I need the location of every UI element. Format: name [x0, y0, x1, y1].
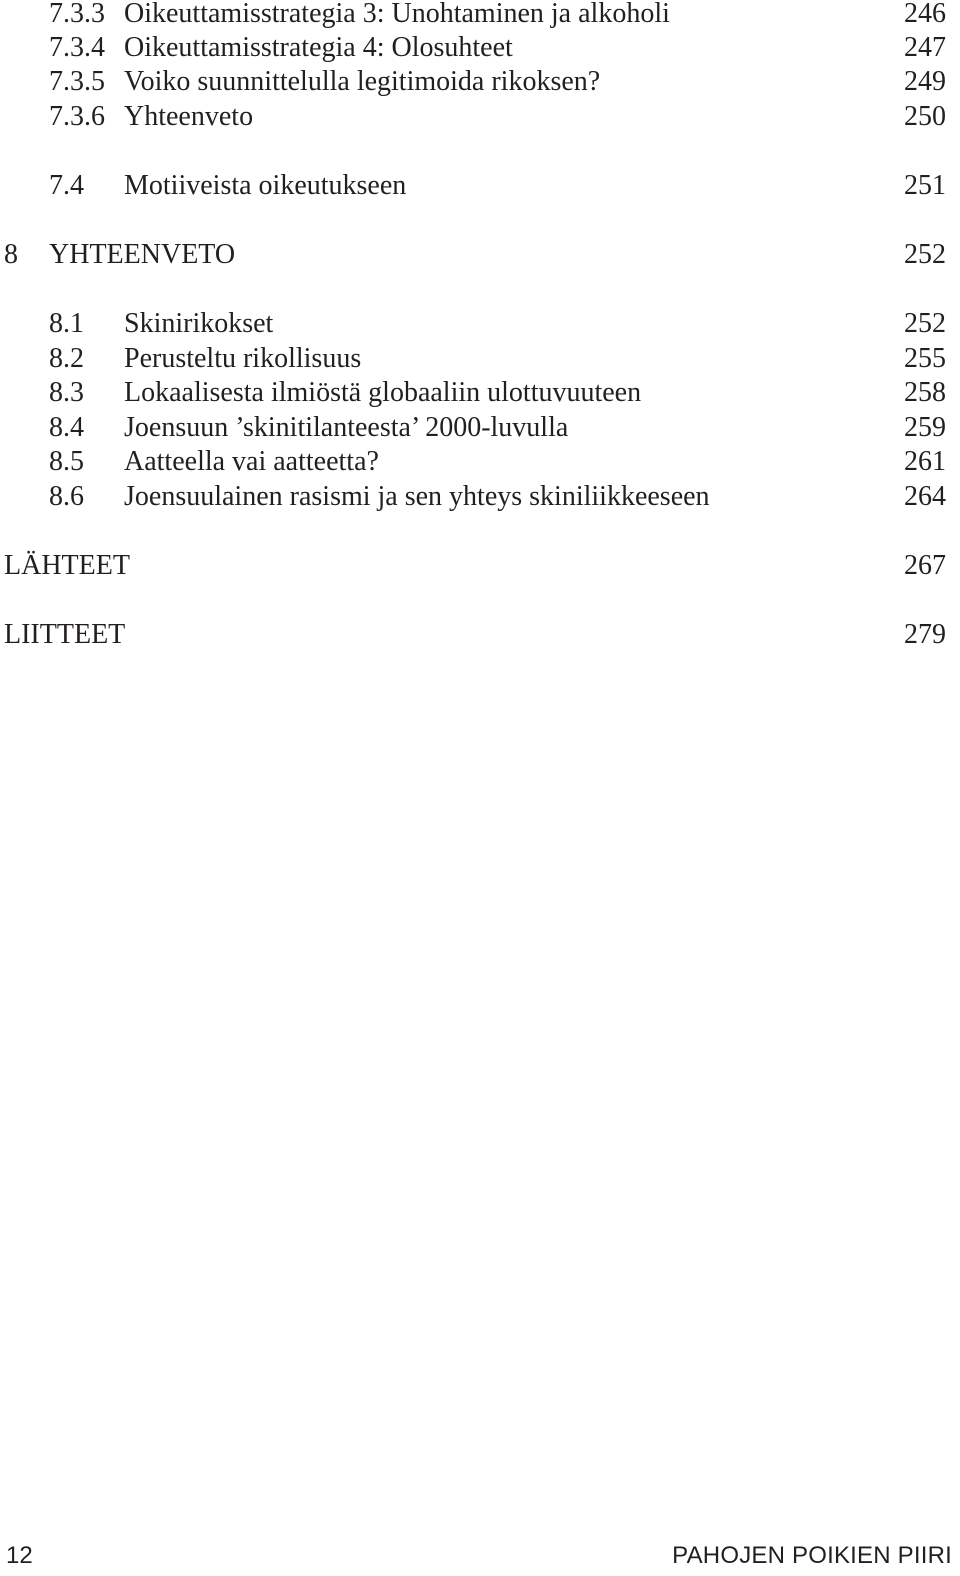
- toc-entry-number: 7.3.3: [49, 0, 105, 29]
- toc-entry-number: 8.6: [49, 481, 84, 512]
- footer-page-number: 12: [6, 1542, 33, 1569]
- toc-entry: [0, 0, 960, 31]
- toc-entry-page: 264: [904, 481, 946, 512]
- toc-entry-page: 261: [904, 446, 946, 477]
- toc-section-title: LÄHTEET: [4, 550, 130, 581]
- toc-section-title: LIITTEET: [4, 619, 126, 650]
- toc-entry-page: 249: [904, 66, 946, 97]
- toc-entry-page: 247: [904, 32, 946, 63]
- toc-entry: [0, 31, 960, 65]
- toc-entry-page: 259: [904, 412, 946, 443]
- toc-entry-page: 246: [904, 0, 946, 29]
- toc-section: [0, 549, 960, 583]
- toc-entry: [0, 342, 960, 376]
- toc-entry-title: Oikeuttamisstrategia 3: Unohtaminen ja alkoholi: [124, 0, 670, 29]
- footer-book-title: PAHOJEN POIKIEN PIIRI: [672, 1542, 952, 1569]
- toc-entry-title: Voiko suunnittelulla legitimoida rikoksen?: [124, 66, 601, 97]
- toc-entry-page: 251: [904, 170, 946, 201]
- toc-entry: [0, 169, 960, 203]
- toc-section: [0, 618, 960, 652]
- toc-chapter: [0, 238, 960, 272]
- toc-entry: [0, 376, 960, 410]
- toc-section-page: 267: [904, 550, 946, 581]
- toc-section-page: 279: [904, 619, 946, 650]
- toc-entry-number: 7.3.4: [49, 32, 105, 63]
- toc-entry: [0, 480, 960, 514]
- toc-entry: [0, 411, 960, 445]
- toc-entry-number: 8.4: [49, 412, 84, 443]
- toc-entry: [0, 307, 960, 341]
- toc-entry-page: 258: [904, 377, 946, 408]
- toc-entry: [0, 445, 960, 479]
- toc-entry: [0, 100, 960, 134]
- toc-entry: [0, 65, 960, 99]
- toc-entry-title: Yhteenveto: [124, 101, 254, 132]
- toc-entry-number: 7.3.5: [49, 66, 105, 97]
- toc-entry-number: 8.1: [49, 308, 84, 339]
- toc-entry-title: Aatteella vai aatteetta?: [124, 446, 379, 477]
- toc-entry-title: Motiiveista oikeutukseen: [124, 170, 407, 201]
- toc-entry-title: Joensuun ’skinitilanteesta’ 2000-luvulla: [124, 412, 569, 443]
- toc-entry-number: 8.5: [49, 446, 84, 477]
- toc-entry-number: 8.3: [49, 377, 84, 408]
- toc-entry-number: 7.4: [49, 170, 84, 201]
- toc-entry-title: Perusteltu rikollisuus: [124, 343, 362, 374]
- toc-chapter-title: YHTEENVETO: [49, 239, 236, 270]
- toc-entry-number: 7.3.6: [49, 101, 105, 132]
- toc-entry-page: 250: [904, 101, 946, 132]
- toc-entry-title: Skinirikokset: [124, 308, 274, 339]
- toc-chapter-number: 8: [4, 239, 18, 270]
- toc-entry-title: Joensuulainen rasismi ja sen yhteys skiniliikkeeseen: [124, 481, 710, 512]
- page-footer: [0, 1540, 960, 1572]
- toc-entry-page: 252: [904, 308, 946, 339]
- toc-entry-title: Oikeuttamisstrategia 4: Olosuhteet: [124, 32, 513, 63]
- toc-chapter-page: 252: [904, 239, 946, 270]
- toc-entry-title: Lokaalisesta ilmiöstä globaaliin ulottuvuuteen: [124, 377, 642, 408]
- toc-entry-number: 8.2: [49, 343, 84, 374]
- toc-entry-page: 255: [904, 343, 946, 374]
